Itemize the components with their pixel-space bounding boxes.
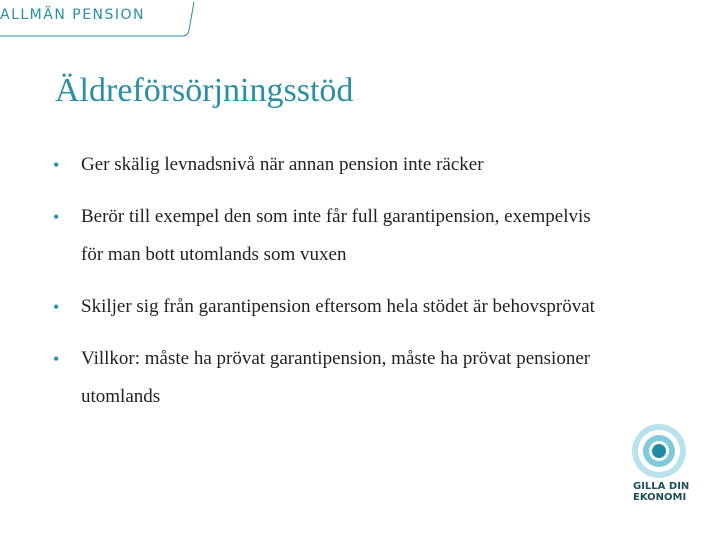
- section-label: ALLMÄN PENSION: [0, 7, 146, 23]
- bullet-item: [52, 146, 612, 184]
- logo-text-line1: GILLA DIN: [633, 481, 690, 492]
- bullet-text: Skiljer sig från garantipension eftersom hela stödet är behovsprövat: [81, 296, 595, 317]
- bullet-item: [52, 288, 612, 326]
- bullet-text: Berör till exempel den som inte får full garantipension, exempelvis för man bott utomlands som vuxen: [81, 206, 591, 265]
- slide-title: Äldreförsörjningsstöd: [55, 72, 354, 109]
- header: [0, 0, 720, 40]
- bullet-list: [52, 146, 612, 430]
- bullet-item: [52, 198, 612, 274]
- bullet-item: [52, 340, 612, 416]
- bullet-text: Villkor: måste ha prövat garantipension, måste ha prövat pensioner utomlands: [81, 348, 591, 407]
- target-circle-icon: [628, 423, 690, 479]
- gilla-din-ekonomi-logo: [628, 423, 690, 513]
- bullet-dot-icon: •: [53, 155, 60, 175]
- logo-text-line2: EKONOMI: [633, 492, 687, 503]
- bullet-dot-icon: •: [53, 207, 60, 227]
- bullet-dot-icon: •: [53, 297, 60, 317]
- bullet-dot-icon: •: [53, 349, 60, 369]
- bullet-text: Ger skälig levnadsnivå när annan pension inte räcker: [81, 154, 484, 175]
